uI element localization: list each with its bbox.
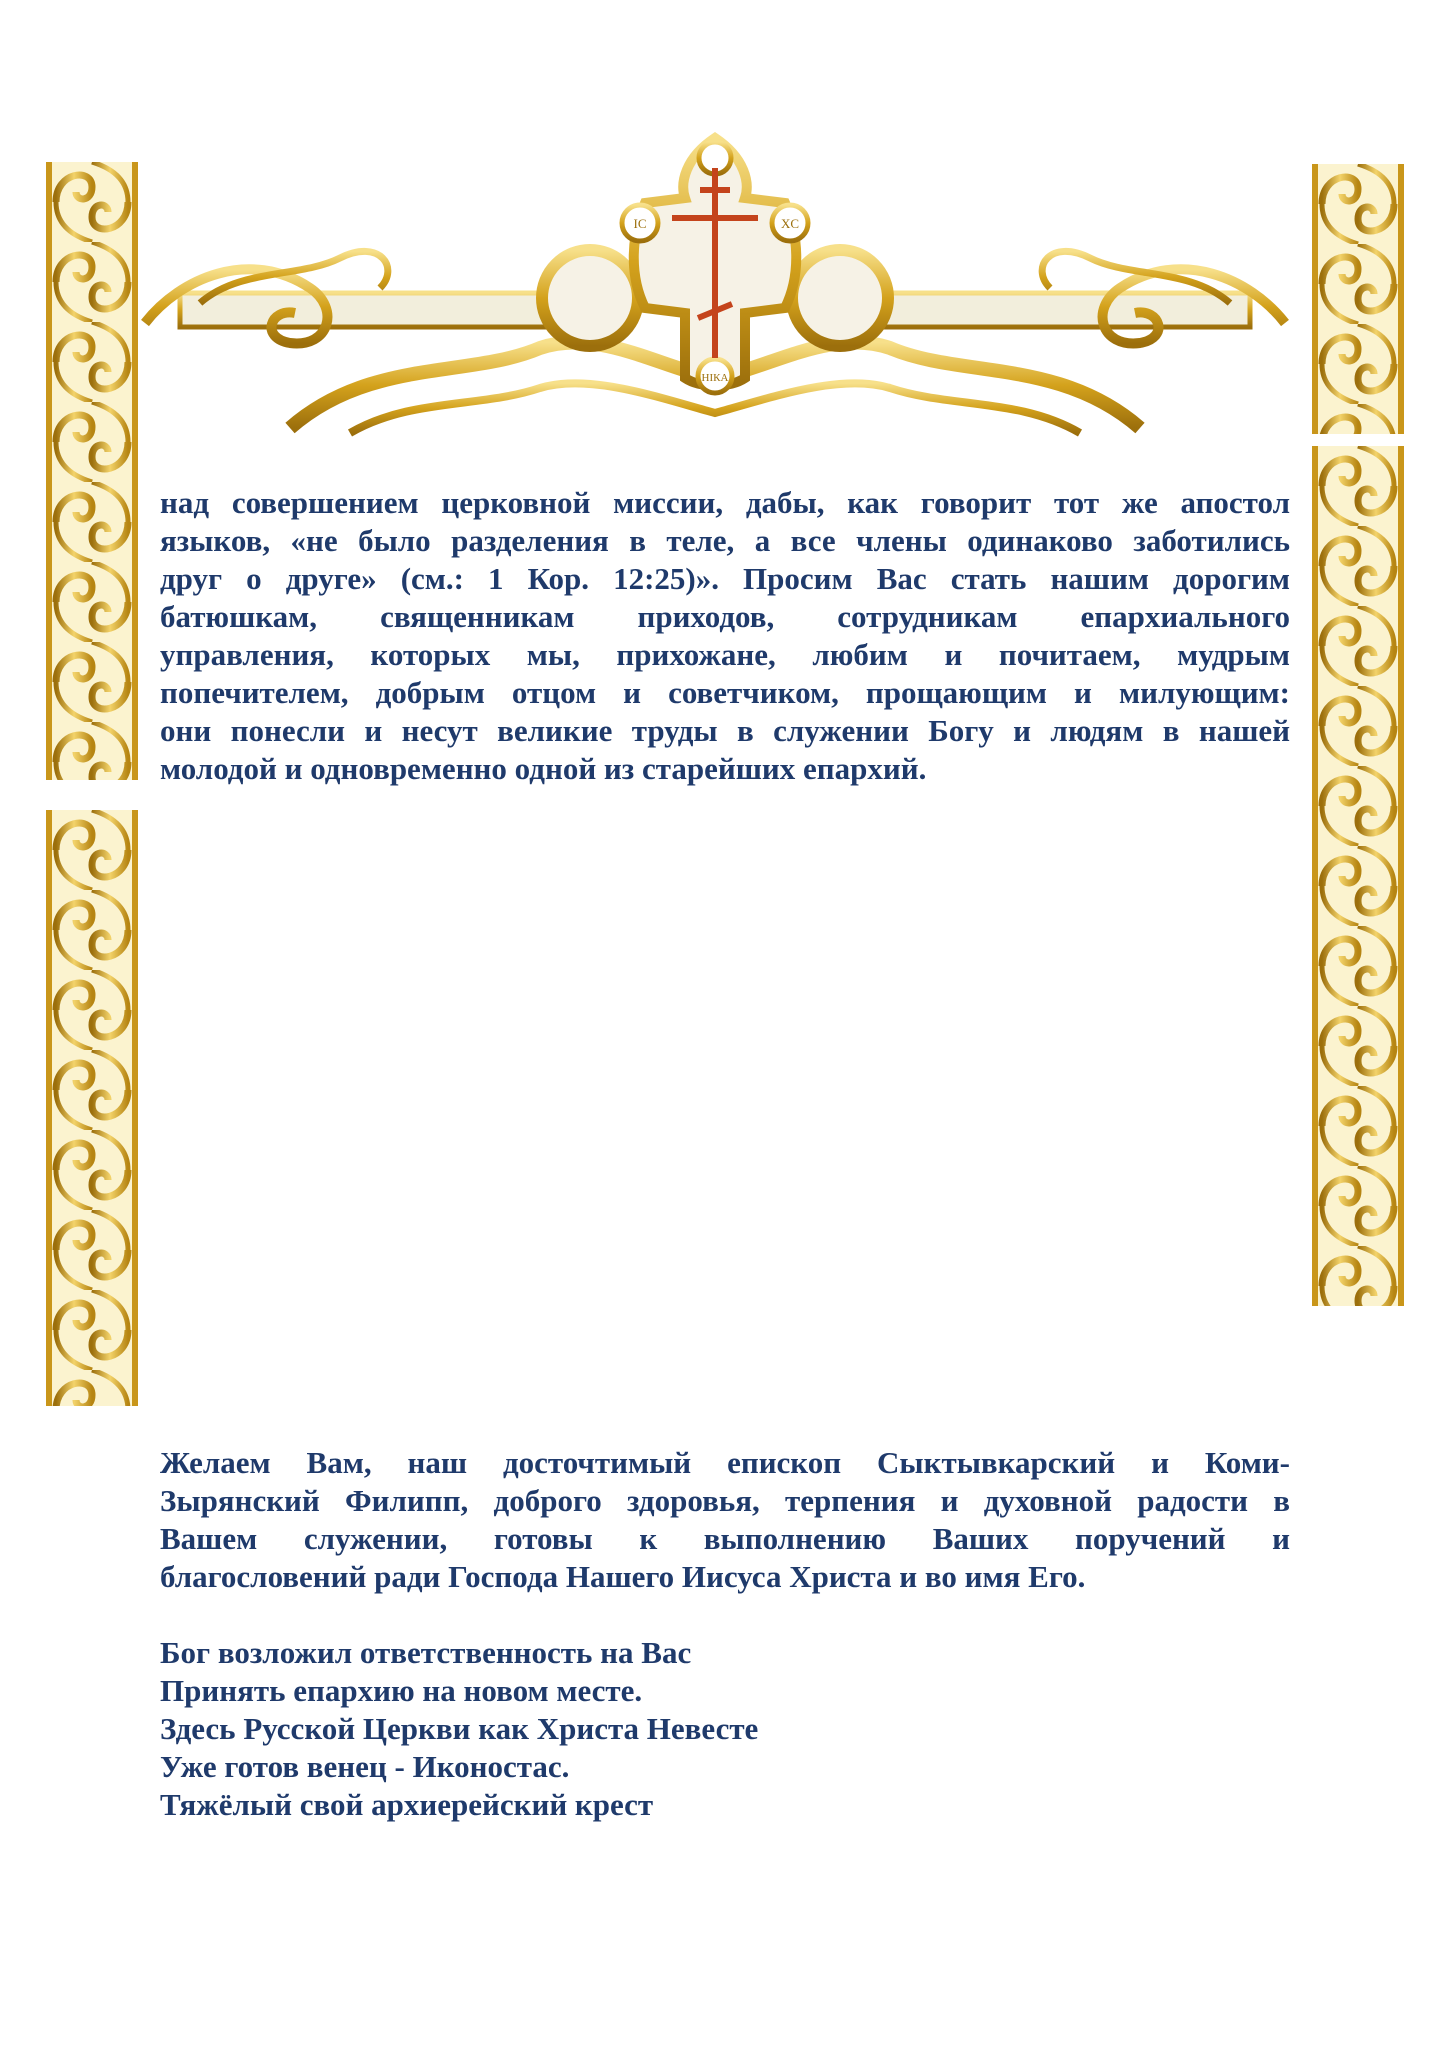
gold-ornamental-border-icon bbox=[1312, 446, 1404, 1306]
text-line: управления, которых мы, прихожане, любим и почитаем, мудрым bbox=[160, 637, 1290, 672]
text-line: молодой и одновременно одной из старейших епархий. bbox=[160, 751, 927, 786]
paragraph-mission bbox=[160, 484, 1290, 788]
text-line: Желаем Вам, наш досточтимый епископ Сыктывкарский и Коми- bbox=[160, 1445, 1290, 1480]
cross-inscription-xc: XC bbox=[780, 216, 800, 231]
left-border-top-ornament bbox=[46, 162, 138, 780]
cross-inscription-ic: IC bbox=[633, 216, 647, 231]
right-border-bottom-ornament bbox=[1312, 446, 1404, 1306]
verse-line: Тяжёлый свой архиерейский крест bbox=[160, 1787, 654, 1822]
gold-ornamental-border-icon bbox=[1312, 164, 1404, 434]
text-line: Вашем служении, готовы к выполнению Ваших поручений и bbox=[160, 1521, 1290, 1556]
verse-stanza-1 bbox=[160, 1634, 1290, 1786]
text-line: они понесли и несут великие труды в служении Богу и людям в нашей bbox=[160, 713, 1290, 748]
right-border-top-ornament bbox=[1312, 164, 1404, 434]
verse-line: Бог возложил ответственность на Вас bbox=[160, 1635, 692, 1670]
left-medallion bbox=[542, 250, 638, 346]
gold-ornamental-border-icon bbox=[46, 162, 138, 780]
text-line: благословений ради Господа Нашего Иисуса Христа и во имя Его. bbox=[160, 1559, 1086, 1594]
right-medallion bbox=[792, 250, 888, 346]
text-line: попечителем, добрым отцом и советчиком, прощающим и милующим: bbox=[160, 675, 1290, 710]
verse-line: Уже готов венец - Иконостас. bbox=[160, 1749, 570, 1784]
text-line: языков, «не было разделения в теле, а все члены одинаково заботились bbox=[160, 523, 1290, 558]
text-line: друг о друге» (см.: 1 Кор. 12:25)». Просим Вас стать нашим дорогим bbox=[160, 561, 1290, 596]
verse-line: Здесь Русской Церкви как Христа Невесте bbox=[160, 1711, 759, 1746]
left-border-bottom-ornament bbox=[46, 810, 138, 1406]
text-line: Зырянский Филипп, доброго здоровья, терпения и духовной радости в bbox=[160, 1483, 1290, 1518]
cross-inscription-nika: НІКА bbox=[701, 372, 729, 384]
verse-line: Принять епархию на новом месте. bbox=[160, 1673, 643, 1708]
gold-ornamental-border-icon bbox=[46, 810, 138, 1406]
paragraph-wishes bbox=[160, 1444, 1290, 1596]
text-line: над совершением церковной миссии, дабы, как говорит тот же апостол bbox=[160, 485, 1290, 520]
header-cross-ornament bbox=[140, 128, 1290, 458]
text-line: батюшкам, священникам приходов, сотрудникам епархиального bbox=[160, 599, 1290, 634]
verse-stanza-2 bbox=[160, 1786, 1290, 1824]
